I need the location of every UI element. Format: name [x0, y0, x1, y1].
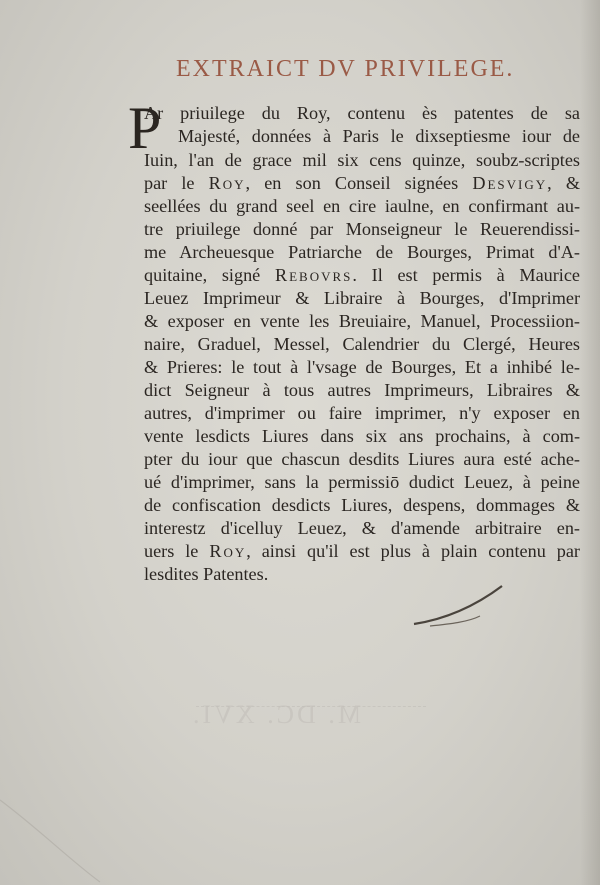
- text-line: ué d'imprimer, sans la permissiō dudict Leuez, à peine: [144, 472, 580, 492]
- text-line: dict Seigneur à tous autres Imprimeurs, Libraires &: [144, 380, 580, 400]
- text-line: & exposer en vente les Breuiaire, Manuel, Processiion-: [144, 311, 580, 331]
- drop-cap-letter: P: [128, 95, 162, 161]
- text-line: pter du iour que chascun desdits Liures aura esté ache-: [144, 449, 580, 469]
- text-line: & Prieres: le tout à l'vsage de Bourges, Et a inhibé le-: [144, 357, 580, 377]
- bleed-through-rule: [196, 706, 426, 707]
- text-line: quitaine, signé Rebovrs. Il est permis à Maurice: [144, 265, 580, 285]
- bleed-through-imprint: M. DC. XVI.: [190, 700, 361, 729]
- text-line: de confiscation desdicts Liures, despens, dommages &: [144, 495, 580, 515]
- text-line: lesdites Patentes.: [144, 564, 269, 584]
- text-line: interestz d'icelluy Leuez, & d'amende arbitraire en-: [144, 518, 580, 538]
- text-line: uers le Roy, ainsi qu'il est plus à plain contenu par: [144, 541, 580, 561]
- text-line: Ar priuilege du Roy, contenu ès patentes de sa: [144, 103, 580, 123]
- text-line: naire, Graduel, Messel, Calendrier du Clergé, Heures: [144, 334, 580, 354]
- text-line: Majesté, données à Paris le dixseptiesme iour de: [178, 126, 580, 146]
- text-line: par le Roy, en son Conseil signées Desvigy, &: [144, 173, 580, 193]
- text-line: tre priuilege donné par Monseigneur le Reuerendissi-: [144, 219, 580, 239]
- page-edge-shadow: [580, 0, 600, 885]
- text-line: Iuin, l'an de grace mil six cens quinze, soubz-scriptes: [144, 150, 580, 170]
- page-corner-crease: [0, 790, 110, 885]
- pen-stroke-mark: [410, 580, 510, 630]
- text-line: autres, d'imprimer ou faire imprimer, n'y exposer en: [144, 403, 580, 423]
- text-line: seellées du grand seel en cire iaulne, en confirmant au-: [144, 196, 580, 216]
- text-line: Leuez Imprimeur & Libraire à Bourges, d'Imprimer: [144, 288, 580, 308]
- privilege-title: EXTRAICT DV PRIVILEGE.: [176, 56, 515, 82]
- text-line: vente lesdicts Liures dans six ans prochains, à com-: [144, 426, 580, 446]
- text-line: me Archeuesque Patriarche de Bourges, Primat d'A-: [144, 242, 580, 262]
